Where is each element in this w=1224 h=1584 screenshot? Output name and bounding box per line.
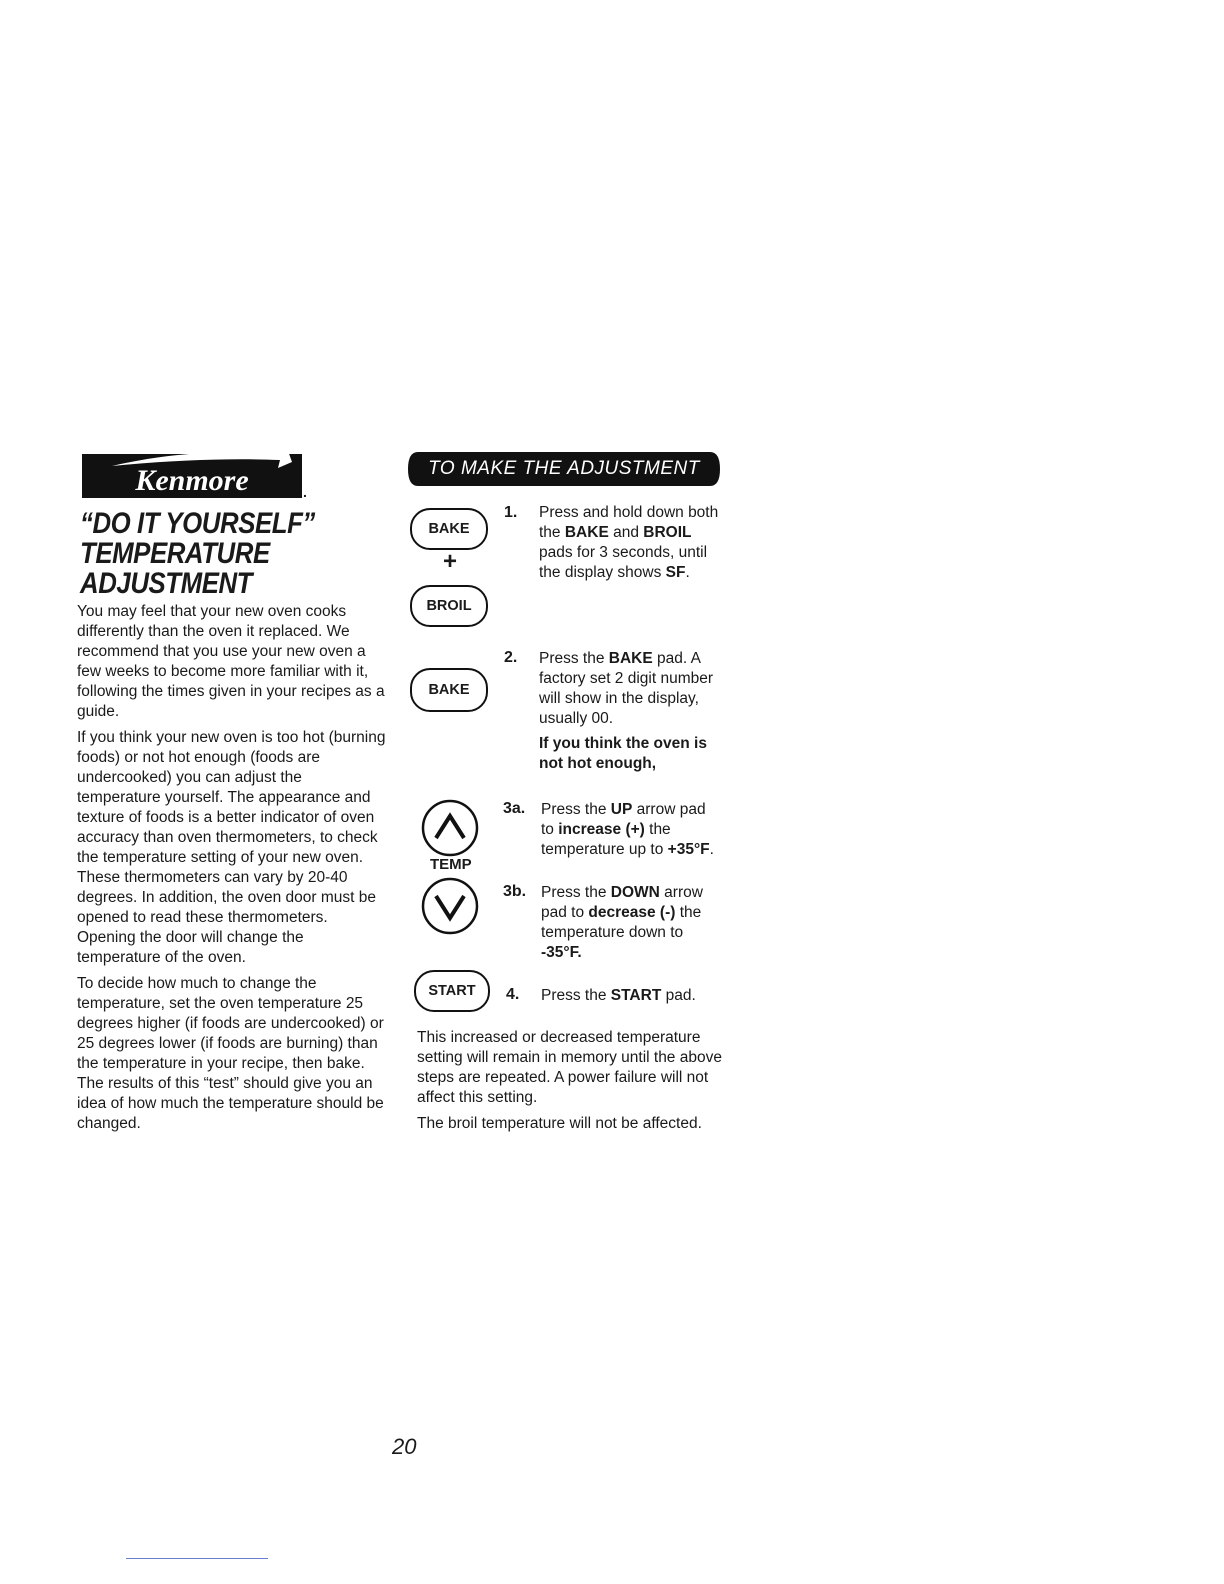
kenmore-logo <box>82 448 302 498</box>
step-number: 2. <box>504 649 518 666</box>
step-note: If you think the oven is not hot enough, <box>539 735 707 772</box>
intro-text <box>77 602 389 1140</box>
section-banner <box>408 452 720 486</box>
start-pad[interactable]: START <box>414 970 490 1012</box>
plus-sign: + <box>443 548 458 575</box>
step-1-text: Press and hold down both the BAKE and BROIL pads for 3 seconds, until the display shows SF. <box>539 504 719 581</box>
banner-text: TO MAKE THE ADJUSTMENT <box>428 458 700 479</box>
step-number: 4. <box>506 986 520 1003</box>
footer-rule <box>126 1558 268 1559</box>
step-3b-text: Press the DOWN arrow pad to decrease (-) the temperature down to -35°F. <box>541 884 703 961</box>
up-arrow-pad[interactable] <box>420 798 480 858</box>
intro-paragraph: If you think your new oven is too hot (burning foods) or not hot enough (foods are undercooked) you can adjust the temperature yourself. The appearance and texture of foods is a better indicator of oven accuracy than oven thermometers, to check the temperature setting of your new oven. These thermometers can vary by 20-40 degrees. In addition, the oven door must be opened to read these thermometers. Opening the door will change the temperature of the oven. <box>77 729 386 966</box>
page-number: 20 <box>392 1434 417 1459</box>
bake-pad[interactable]: BAKE <box>410 668 488 712</box>
step-3a-text: Press the UP arrow pad to increase (+) the temperature up to +35°F. <box>541 801 714 858</box>
intro-paragraph: To decide how much to change the temperature, set the oven temperature 25 degrees higher (if foods are undercooked) or 25 degrees lower (if foods are burning) than the temperature in your recipe, then bake. The results of this “test” should give you an idea of how much the temperature should be changed. <box>77 975 384 1132</box>
down-arrow-pad[interactable] <box>420 876 480 936</box>
logo-mark: . <box>303 484 307 500</box>
closing-paragraph: This increased or decreased temperature setting will remain in memory until the above steps are repeated. A power failure will not affect this setting. <box>417 1029 722 1106</box>
title-line-1: “DO IT YOURSELF” <box>80 507 315 540</box>
step-number: 3b. <box>503 883 527 900</box>
step-4-text: Press the START pad. <box>541 987 696 1004</box>
step-2-text: Press the BAKE pad. A factory set 2 digit number will show in the display, usually 00. <box>539 650 714 727</box>
title-line-2: TEMPERATURE <box>80 537 270 570</box>
title-line-3: ADJUSTMENT <box>80 567 253 600</box>
closing-paragraph: The broil temperature will not be affected. <box>417 1115 702 1132</box>
temp-label: TEMP <box>430 856 472 873</box>
intro-paragraph: You may feel that your new oven cooks differently than the oven it replaced. We recommend that you use your new oven a few weeks to become more familiar with it, following the times given in your recipes as a guide. <box>77 603 385 720</box>
logo-text: Kenmore <box>135 464 249 497</box>
bake-pad[interactable]: BAKE <box>410 508 488 550</box>
step-number: 1. <box>504 504 518 521</box>
step-number: 3a. <box>503 800 526 817</box>
broil-pad[interactable]: BROIL <box>410 585 488 627</box>
closing-text <box>417 1028 727 1140</box>
